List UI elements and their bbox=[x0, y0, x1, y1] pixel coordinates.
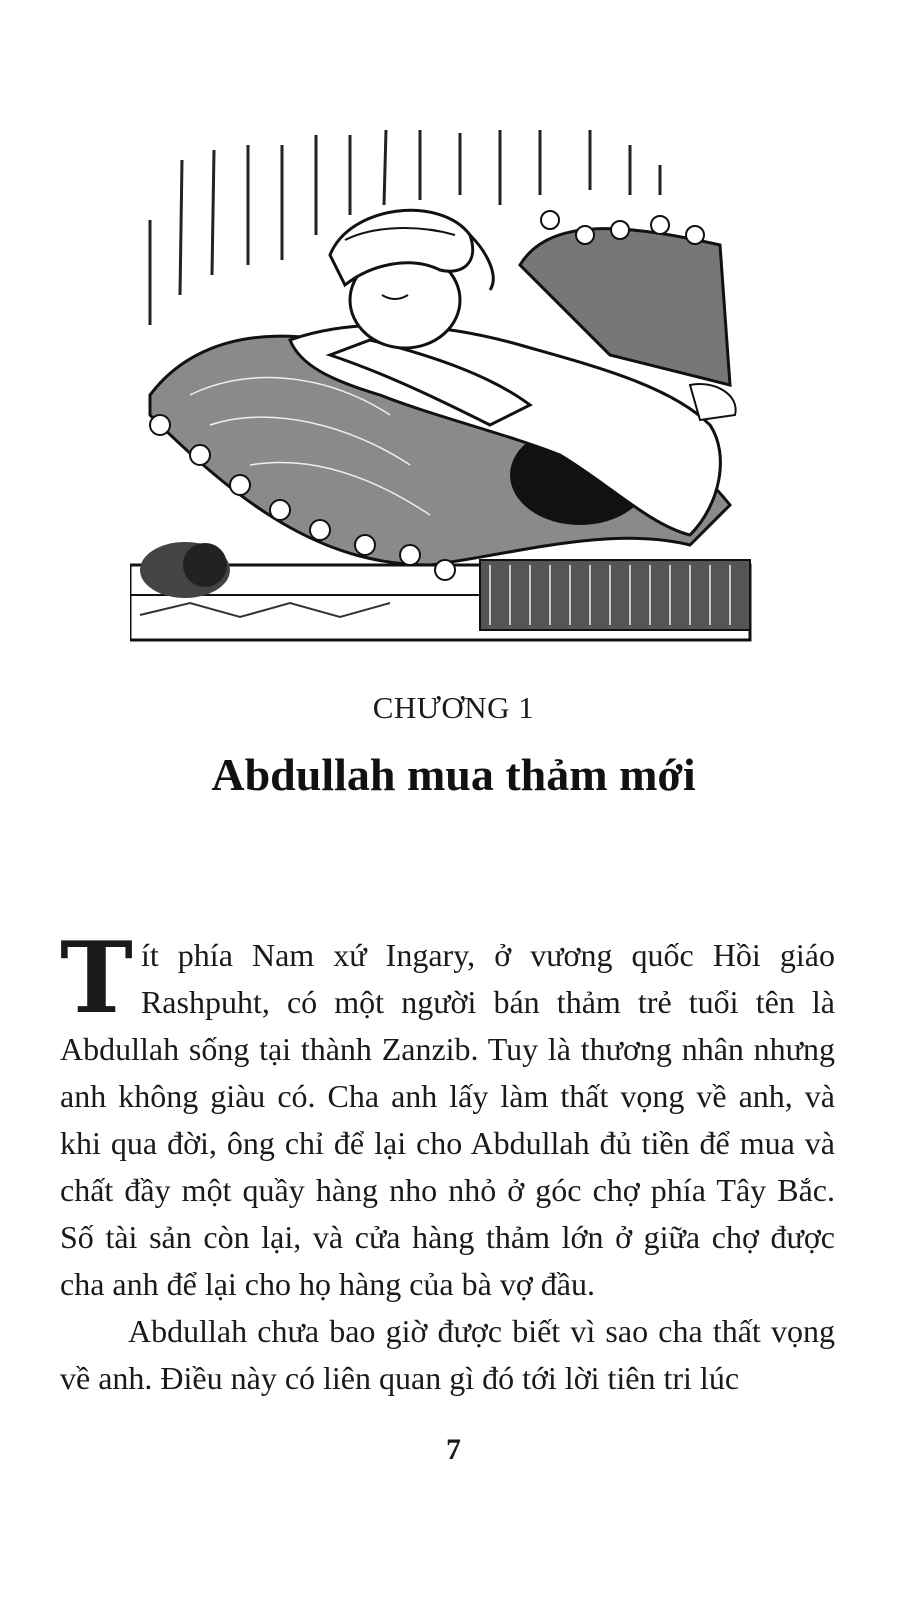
paragraph-1 bbox=[60, 921, 835, 1308]
chapter-number: CHƯƠNG 1 bbox=[372, 690, 535, 725]
page-number: 7 bbox=[446, 1433, 461, 1466]
paragraph-2: Abdullah chưa bao giờ được biết vì sao cha thất vọng về anh. Điều này có liên quan gì đó tới lời tiên tri lúc bbox=[60, 1313, 835, 1396]
chapter-illustration bbox=[130, 125, 755, 655]
paragraph-1-text: ít phía Nam xứ Ingary, ở vương quốc Hồi giáo Rashpuht, có một người bán thảm trẻ tuổi tên là Abdullah sống tại thành Zanzib. Tuy là thương nhân nhưng anh không giàu có. Cha anh lấy làm thất vọng về anh, và khi qua đời, ông chỉ để lại cho Abdullah đủ tiền để mua và chất đầy một quầy hàng nho nhỏ ở góc chợ phía Tây Bắc. Số tài sản còn lại, và cửa hàng thảm lớn ở giữa chợ được cha anh để lại cho họ hàng của bà vợ đầu. bbox=[60, 937, 835, 1302]
sleeping-man-on-carpet-icon bbox=[130, 125, 755, 655]
chapter-title: Abdullah mua thảm mới bbox=[211, 749, 696, 800]
drop-cap: T bbox=[60, 921, 133, 1036]
body-text bbox=[60, 921, 835, 1402]
